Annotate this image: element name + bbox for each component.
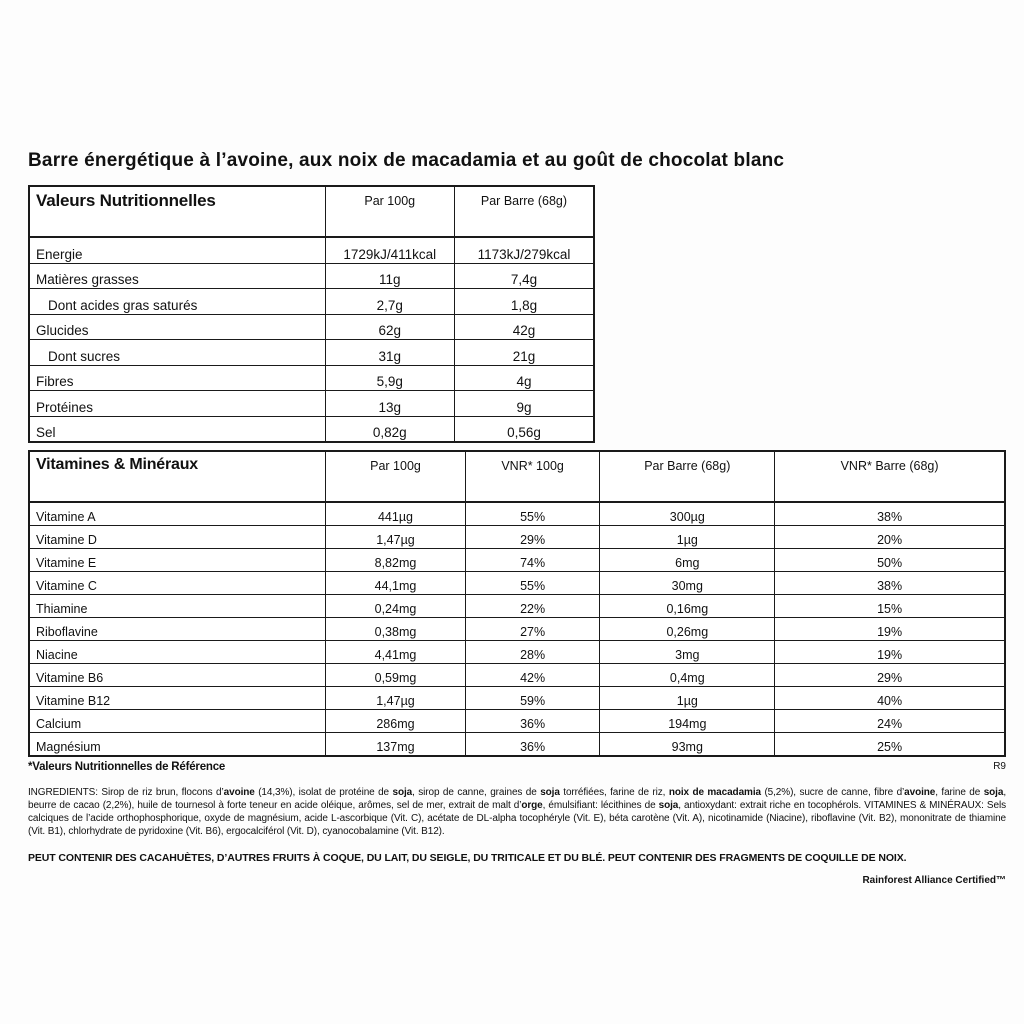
row-value: 1729kJ/411kcal bbox=[325, 237, 454, 263]
row-value: 194mg bbox=[600, 710, 775, 733]
row-label: Vitamine D bbox=[29, 526, 326, 549]
nutrition-table-body bbox=[29, 237, 594, 442]
row-value: 38% bbox=[775, 572, 1005, 595]
row-value: 2,7g bbox=[325, 289, 454, 315]
row-value: 27% bbox=[465, 618, 600, 641]
row-label: Glucides bbox=[29, 314, 325, 340]
row-value: 24% bbox=[775, 710, 1005, 733]
row-value: 21g bbox=[454, 340, 594, 366]
footnote-row bbox=[28, 761, 1006, 773]
row-value: 59% bbox=[465, 687, 600, 710]
column-header-per-100g: Par 100g bbox=[326, 451, 466, 502]
row-value: 5,9g bbox=[325, 365, 454, 391]
column-header-per-bar: Par Barre (68g) bbox=[454, 186, 594, 237]
label-content bbox=[28, 150, 1006, 896]
row-value: 50% bbox=[775, 549, 1005, 572]
product-title: Barre énergétique à l’avoine, aux noix de macadamia et au goût de chocolat blanc bbox=[28, 150, 785, 171]
row-value: 7,4g bbox=[454, 263, 594, 289]
table-row bbox=[29, 664, 1005, 687]
row-value: 0,16mg bbox=[600, 595, 775, 618]
row-value: 19% bbox=[775, 618, 1005, 641]
row-value: 15% bbox=[775, 595, 1005, 618]
row-value: 13g bbox=[325, 391, 454, 417]
row-value: 0,26mg bbox=[600, 618, 775, 641]
row-label: Dont acides gras saturés bbox=[29, 289, 325, 315]
column-header-vnr-bar: VNR* Barre (68g) bbox=[775, 451, 1005, 502]
vitamins-table-title: Vitamines & Minéraux bbox=[29, 451, 326, 502]
row-label: Calcium bbox=[29, 710, 326, 733]
table-row bbox=[29, 340, 594, 366]
ingredient-text: (14,3%), isolat de protéine de bbox=[254, 787, 393, 798]
table-row bbox=[29, 572, 1005, 595]
row-value: 42% bbox=[465, 664, 600, 687]
table-row bbox=[29, 314, 594, 340]
row-label: Energie bbox=[29, 237, 325, 263]
row-value: 4g bbox=[454, 365, 594, 391]
allergen-ingredient: noix de macadamia bbox=[668, 787, 761, 798]
ingredients-paragraph bbox=[28, 786, 1006, 838]
vitamins-table-body bbox=[29, 502, 1005, 756]
row-value: 30mg bbox=[600, 572, 775, 595]
allergen-ingredient: soja bbox=[392, 787, 413, 798]
row-value: 93mg bbox=[600, 733, 775, 757]
table-row bbox=[29, 263, 594, 289]
row-value: 9g bbox=[454, 391, 594, 417]
row-value: 1,47µg bbox=[326, 687, 466, 710]
column-header-per-bar: Par Barre (68g) bbox=[600, 451, 775, 502]
row-label: Protéines bbox=[29, 391, 325, 417]
allergen-ingredient: soja bbox=[658, 800, 679, 811]
row-value: 286mg bbox=[326, 710, 466, 733]
row-value: 0,82g bbox=[325, 416, 454, 442]
nutrition-table-title: Valeurs Nutritionnelles bbox=[29, 186, 325, 237]
row-value: 6mg bbox=[600, 549, 775, 572]
row-value: 38% bbox=[775, 502, 1005, 526]
row-label: Sel bbox=[29, 416, 325, 442]
row-value: 42g bbox=[454, 314, 594, 340]
row-label: Niacine bbox=[29, 641, 326, 664]
row-value: 11g bbox=[325, 263, 454, 289]
table-row bbox=[29, 641, 1005, 664]
table-row bbox=[29, 289, 594, 315]
vitamins-minerals-table bbox=[28, 450, 1006, 757]
row-value: 1173kJ/279kcal bbox=[454, 237, 594, 263]
row-value: 22% bbox=[465, 595, 600, 618]
ingredient-text: , beurre de cacao (2,2%), huile de tournesol à forte teneur en acide oléique, arômes, sel de mer, extrait de malt d’ bbox=[28, 787, 1007, 811]
ingredient-text: torréfiées, farine de riz, bbox=[559, 787, 669, 798]
row-value: 441µg bbox=[326, 502, 466, 526]
row-value: 0,38mg bbox=[326, 618, 466, 641]
row-value: 1,8g bbox=[454, 289, 594, 315]
table-row bbox=[29, 391, 594, 417]
row-value: 3mg bbox=[600, 641, 775, 664]
row-value: 25% bbox=[775, 733, 1005, 757]
row-value: 40% bbox=[775, 687, 1005, 710]
row-value: 44,1mg bbox=[326, 572, 466, 595]
column-header-per-100g: Par 100g bbox=[325, 186, 454, 237]
allergen-ingredient: avoine bbox=[223, 787, 255, 798]
row-value: 55% bbox=[465, 502, 600, 526]
vitamins-table-header bbox=[29, 451, 1005, 502]
row-label: Riboflavine bbox=[29, 618, 326, 641]
table-row bbox=[29, 549, 1005, 572]
table-row bbox=[29, 526, 1005, 549]
table-row bbox=[29, 502, 1005, 526]
allergen-warning: PEUT CONTENIR DES CACAHUÈTES, D’AUTRES FRUITS À COQUE, DU LAIT, DU SEIGLE, DU TRITICALE ET DU BLÉ. PEUT CONTENIR DES FRAGMENTS DE COQUILLE DE NOIX. bbox=[28, 852, 907, 864]
row-value: 20% bbox=[775, 526, 1005, 549]
row-value: 31g bbox=[325, 340, 454, 366]
column-header-vnr-100g: VNR* 100g bbox=[465, 451, 600, 502]
row-value: 0,24mg bbox=[326, 595, 466, 618]
row-label: Magnésium bbox=[29, 733, 326, 757]
table-row bbox=[29, 687, 1005, 710]
row-value: 0,4mg bbox=[600, 664, 775, 687]
row-value: 29% bbox=[775, 664, 1005, 687]
ingredient-text: , antioxydant: extrait riche en tocophérols. VITAMINES & MINÉRAUX: Sels calciques de l’acide orthophosphorique, oxyde de magnésium, acide L-ascorbique (Vit. C), acétate de DL-alpha tocophéryle (Vit. E), béta carotène (Vit. A), nicotinamide (Niacine), riboflavine (Vit. B2), mononitrate de thiamine (Vit. B1), chlorhydrate de pyridoxine (Vit. B6), ergocalciférol (Vit. D), cyanocobalamine (Vit. B12). bbox=[28, 800, 1006, 837]
allergen-ingredient: soja bbox=[983, 787, 1004, 798]
row-label: Vitamine B6 bbox=[29, 664, 326, 687]
certification-text: Rainforest Alliance Certified™ bbox=[862, 874, 1006, 886]
table-row bbox=[29, 733, 1005, 757]
row-label: Vitamine E bbox=[29, 549, 326, 572]
row-value: 62g bbox=[325, 314, 454, 340]
allergen-ingredient: avoine bbox=[904, 787, 936, 798]
row-value: 19% bbox=[775, 641, 1005, 664]
ingredient-text: , sirop de canne, graines de bbox=[412, 787, 541, 798]
table-header-row bbox=[29, 451, 1005, 502]
table-header-row bbox=[29, 186, 594, 237]
allergen-ingredient: orge bbox=[521, 800, 543, 811]
table-row bbox=[29, 365, 594, 391]
row-value: 36% bbox=[465, 733, 600, 757]
row-value: 137mg bbox=[326, 733, 466, 757]
row-value: 0,56g bbox=[454, 416, 594, 442]
label-code: R9 bbox=[993, 761, 1006, 772]
row-label: Dont sucres bbox=[29, 340, 325, 366]
row-value: 4,41mg bbox=[326, 641, 466, 664]
row-label: Vitamine B12 bbox=[29, 687, 326, 710]
ingredient-text: (5,2%), sucre de canne, fibre d’ bbox=[760, 787, 905, 798]
reference-values-footnote: *Valeurs Nutritionnelles de Référence bbox=[28, 761, 226, 773]
row-value: 29% bbox=[465, 526, 600, 549]
ingredient-text: , farine de bbox=[935, 787, 984, 798]
row-value: 300µg bbox=[600, 502, 775, 526]
row-value: 0,59mg bbox=[326, 664, 466, 687]
row-label: Matières grasses bbox=[29, 263, 325, 289]
row-value: 1,47µg bbox=[326, 526, 466, 549]
ingredient-text: INGREDIENTS: Sirop de riz brun, flocons d’ bbox=[28, 787, 224, 798]
nutrition-table-header bbox=[29, 186, 594, 237]
row-value: 28% bbox=[465, 641, 600, 664]
table-row bbox=[29, 595, 1005, 618]
row-label: Vitamine C bbox=[29, 572, 326, 595]
row-label: Vitamine A bbox=[29, 502, 326, 526]
table-row bbox=[29, 237, 594, 263]
row-value: 36% bbox=[465, 710, 600, 733]
table-row bbox=[29, 416, 594, 442]
nutrition-facts-table bbox=[28, 185, 595, 443]
table-row bbox=[29, 618, 1005, 641]
ingredient-text: , émulsifiant: lécithines de bbox=[542, 800, 659, 811]
row-value: 1µg bbox=[600, 687, 775, 710]
row-label: Thiamine bbox=[29, 595, 326, 618]
allergen-ingredient: soja bbox=[540, 787, 560, 798]
row-value: 55% bbox=[465, 572, 600, 595]
table-row bbox=[29, 710, 1005, 733]
row-label: Fibres bbox=[29, 365, 325, 391]
row-value: 8,82mg bbox=[326, 549, 466, 572]
row-value: 1µg bbox=[600, 526, 775, 549]
row-value: 74% bbox=[465, 549, 600, 572]
